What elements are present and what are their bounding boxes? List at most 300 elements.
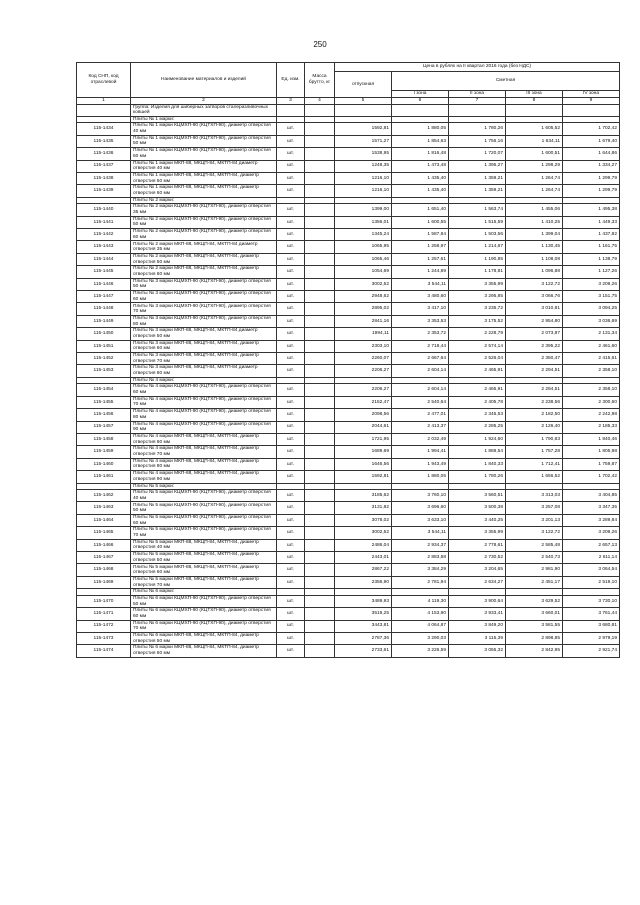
mass-cell xyxy=(305,564,335,576)
unit-cell: шт. xyxy=(277,278,305,290)
unit-cell: шт. xyxy=(277,185,305,197)
price-otpusk-cell: 3519,25 xyxy=(335,608,392,620)
code-cell: 115-1446 xyxy=(77,278,131,290)
price-zone-2-cell: 3 500,38 xyxy=(449,502,506,514)
mass-cell xyxy=(305,229,335,241)
price-zone-3-cell: 1 298,29 xyxy=(506,160,563,172)
unit-cell: шт. xyxy=(277,353,305,365)
price-zone-1-cell: 1 880,05 xyxy=(392,471,449,483)
price-zone-2-cell: 3 933,41 xyxy=(449,608,506,620)
unit-cell: шт. xyxy=(277,396,305,408)
mass-cell xyxy=(305,303,335,315)
table-row xyxy=(77,148,620,160)
price-zone-4-cell: 3 730,10 xyxy=(563,595,620,607)
price-zone-3-cell: 3 010,81 xyxy=(506,303,563,315)
empty-cell xyxy=(392,116,449,123)
code-cell: 115-1467 xyxy=(77,552,131,564)
price-zone-2-cell: 2 574,14 xyxy=(449,340,506,352)
table-row xyxy=(77,253,620,265)
group-row xyxy=(77,589,620,596)
table-row xyxy=(77,315,620,327)
mass-cell xyxy=(305,328,335,340)
mass-cell xyxy=(305,315,335,327)
table-row xyxy=(77,353,620,365)
table-row xyxy=(77,620,620,632)
table-row xyxy=(77,490,620,502)
name-cell: Плиты № 4 марки МКП-88, МКЦП-84, МКТП-84, диаметр отверстия 90 мм xyxy=(131,471,277,483)
unit-cell: шт. xyxy=(277,303,305,315)
empty-cell xyxy=(392,483,449,490)
price-zone-4-cell: 1 138,79 xyxy=(563,253,620,265)
code-cell: 115-1468 xyxy=(77,564,131,576)
price-zone-2-cell: 1 756,16 xyxy=(449,135,506,147)
name-cell: Плиты № 4 марки КЦМХП-90 (КЦТХП-90), диаметр отверстия 60 мм xyxy=(131,384,277,396)
price-zone-3-cell: 2 451,17 xyxy=(506,576,563,588)
price-otpusk-cell: 1248,35 xyxy=(335,160,392,172)
price-zone-4-cell: 1 702,42 xyxy=(563,471,620,483)
group-row xyxy=(77,116,620,123)
mass-cell xyxy=(305,433,335,445)
price-otpusk-cell: 3185,62 xyxy=(335,490,392,502)
empty-cell xyxy=(563,483,620,490)
price-otpusk-cell: 1065,95 xyxy=(335,241,392,253)
table-row xyxy=(77,539,620,551)
empty-cell xyxy=(305,116,335,123)
price-otpusk-cell: 1216,10 xyxy=(335,172,392,184)
unit-cell: шт. xyxy=(277,340,305,352)
price-zone-2-cell: 1 888,54 xyxy=(449,446,506,458)
col-number: 8 xyxy=(506,98,563,105)
price-zone-3-cell: 1 096,88 xyxy=(506,266,563,278)
unit-cell: шт. xyxy=(277,328,305,340)
code-cell xyxy=(77,116,131,123)
unit-cell: шт. xyxy=(277,204,305,216)
table-row xyxy=(77,266,620,278)
mass-cell xyxy=(305,595,335,607)
mass-cell xyxy=(305,340,335,352)
name-cell: Плиты № 3 марки КЦМХП-90 (КЦТХП-90), диаметр отверстия 50 мм xyxy=(131,278,277,290)
unit-cell: шт. xyxy=(277,135,305,147)
price-otpusk-cell: 1646,56 xyxy=(335,458,392,470)
price-otpusk-cell: 3078,02 xyxy=(335,514,392,526)
code-cell: 115-1473 xyxy=(77,632,131,644)
code-cell: 115-1464 xyxy=(77,514,131,526)
header-zone-3: III зона xyxy=(506,91,563,98)
price-zone-4-cell: 3 151,75 xyxy=(563,291,620,303)
name-cell: Плиты № 2 марки КЦМХП-90 (КЦТХП-90), диаметр отверстия 60 мм xyxy=(131,229,277,241)
col-number: 6 xyxy=(392,98,449,105)
header-smetnaya: Сметная xyxy=(392,72,620,91)
unit-cell: шт. xyxy=(277,291,305,303)
price-zone-3-cell: 1 108,08 xyxy=(506,253,563,265)
name-cell: Плиты № 5 марки КЦМХП-90 (КЦТХП-90), диаметр отверстия 40 мм xyxy=(131,490,277,502)
table-row xyxy=(77,608,620,620)
price-zone-4-cell: 2 921,74 xyxy=(563,645,620,657)
price-zone-1-cell: 2 781,94 xyxy=(392,576,449,588)
price-zone-4-cell: 3 761,44 xyxy=(563,608,620,620)
name-cell: Плиты № 4 марки МКП-88, МКЦП-84, МКТП-84, диаметр отверстия 60 мм xyxy=(131,433,277,445)
price-zone-3-cell: 2 954,80 xyxy=(506,315,563,327)
name-cell: Плиты № 1 марки МКП-88, МКЦП-84, МКТП-84, диаметр отверстия 50 мм xyxy=(131,172,277,184)
price-otpusk-cell: 1592,81 xyxy=(335,471,392,483)
price-zone-3-cell: 2 238,56 xyxy=(506,396,563,408)
empty-cell xyxy=(563,197,620,204)
price-zone-4-cell: 1 161,75 xyxy=(563,241,620,253)
price-zone-4-cell: 1 299,79 xyxy=(563,172,620,184)
price-zone-4-cell: 2 131,34 xyxy=(563,328,620,340)
name-cell: Плиты № 2 марки МКП-88, МКЦП-84, МКТП-84 диаметр отверстия 35 мм xyxy=(131,241,277,253)
code-cell: 115-1465 xyxy=(77,527,131,539)
mass-cell xyxy=(305,552,335,564)
mass-cell xyxy=(305,446,335,458)
col-number: 7 xyxy=(449,98,506,105)
empty-cell xyxy=(305,483,335,490)
price-zone-1-cell: 3 226,59 xyxy=(392,645,449,657)
empty-cell xyxy=(335,483,392,490)
name-cell: Плиты № 6 марки КЦМХП-90 (КЦТХП-90), диаметр отверстия 50 мм xyxy=(131,595,277,607)
price-zone-3-cell: 3 201,13 xyxy=(506,514,563,526)
empty-cell xyxy=(449,116,506,123)
code-cell: 115-1456 xyxy=(77,409,131,421)
group-row xyxy=(77,197,620,204)
mass-cell xyxy=(305,185,335,197)
price-zone-3-cell: 1 656,52 xyxy=(506,471,563,483)
price-zone-4-cell: 1 299,79 xyxy=(563,185,620,197)
empty-cell xyxy=(335,197,392,204)
price-zone-1-cell: 1 244,89 xyxy=(392,266,449,278)
code-cell: 115-1453 xyxy=(77,365,131,377)
price-zone-4-cell: 3 347,35 xyxy=(563,502,620,514)
table-row xyxy=(77,514,620,526)
header-code: Код СНП, код отраслевой xyxy=(77,63,131,98)
price-zone-1-cell: 3 544,11 xyxy=(392,278,449,290)
price-otpusk-cell: 1571,27 xyxy=(335,135,392,147)
unit-cell: шт. xyxy=(277,123,305,135)
name-cell: Плиты № 4 марки МКП-88, МКЦП-84, МКТП-84, диаметр отверстия 80 мм xyxy=(131,458,277,470)
price-otpusk-cell: 1065,46 xyxy=(335,253,392,265)
table-row xyxy=(77,123,620,135)
price-zone-3-cell: 2 126,40 xyxy=(506,421,563,433)
code-cell: 115-1449 xyxy=(77,315,131,327)
name-cell: Плиты № 4 марки МКП-88, МКЦП-84, МКТП-84, диаметр отверстия 70 мм xyxy=(131,446,277,458)
price-zone-3-cell: 2 585,48 xyxy=(506,539,563,551)
price-zone-1-cell: 2 477,01 xyxy=(392,409,449,421)
price-zone-4-cell: 1 334,27 xyxy=(563,160,620,172)
header-unit: Ед. изм. xyxy=(277,63,305,98)
name-cell: Плиты № 4 марки КЦМХП-90 (КЦТХП-90), диаметр отверстия 80 мм xyxy=(131,409,277,421)
price-zone-4-cell: 1 840,46 xyxy=(563,433,620,445)
name-cell: Плиты № 2 марки МКП-88, МКЦП-84, МКТП-84, диаметр отверстия 60 мм xyxy=(131,266,277,278)
unit-cell: шт. xyxy=(277,576,305,588)
name-cell: Плиты № 2 марки МКП-88, МКЦП-84, МКТП-84, диаметр отверстия 50 мм xyxy=(131,253,277,265)
price-zone-2-cell: 1 395,27 xyxy=(449,160,506,172)
column-numbers-row xyxy=(77,98,620,105)
price-zone-3-cell: 2 294,51 xyxy=(506,384,563,396)
unit-cell: шт. xyxy=(277,421,305,433)
table-row xyxy=(77,595,620,607)
price-zone-3-cell: 2 073,87 xyxy=(506,328,563,340)
name-cell: Плиты № 1 марки КЦМХП-90 (КЦТХП-90), диаметр отверстия 60 мм xyxy=(131,148,277,160)
code-cell: 115-1457 xyxy=(77,421,131,433)
mass-cell xyxy=(305,353,335,365)
name-cell: Плиты № 5 марки МКП-88, МКЦП-84, МКТП-84, диаметр отверстия 60 мм xyxy=(131,564,277,576)
empty-cell xyxy=(449,377,506,384)
price-zone-1-cell: 4 119,30 xyxy=(392,595,449,607)
price-zone-3-cell: 3 122,72 xyxy=(506,278,563,290)
header-zone-4: IV зона xyxy=(563,91,620,98)
empty-cell xyxy=(277,377,305,384)
price-zone-1-cell: 1 816,48 xyxy=(392,148,449,160)
table-row xyxy=(77,645,620,657)
price-zone-4-cell: 1 437,82 xyxy=(563,229,620,241)
price-zone-2-cell: 1 924,60 xyxy=(449,433,506,445)
col-number: 5 xyxy=(335,98,392,105)
price-otpusk-cell: 2152,47 xyxy=(335,396,392,408)
table-row xyxy=(77,527,620,539)
unit-cell: шт. xyxy=(277,148,305,160)
price-zone-1-cell: 4 153,90 xyxy=(392,608,449,620)
unit-cell: шт. xyxy=(277,552,305,564)
col-number: 9 xyxy=(563,98,620,105)
price-zone-3-cell: 1 264,74 xyxy=(506,172,563,184)
price-zone-4-cell: 2 358,10 xyxy=(563,365,620,377)
price-zone-2-cell: 3 204,65 xyxy=(449,564,506,576)
price-zone-4-cell: 2 461,60 xyxy=(563,340,620,352)
header-zone-2: II зона xyxy=(449,91,506,98)
price-zone-3-cell: 3 122,72 xyxy=(506,527,563,539)
code-cell: 115-1462 xyxy=(77,490,131,502)
code-cell xyxy=(77,197,131,204)
price-otpusk-cell: 2948,62 xyxy=(335,291,392,303)
table-row xyxy=(77,241,620,253)
table-row xyxy=(77,502,620,514)
name-cell: Плиты № 4 марки КЦМХП-90 (КЦТХП-90), диаметр отверстия 70 мм xyxy=(131,396,277,408)
price-zone-1-cell: 2 883,58 xyxy=(392,552,449,564)
price-otpusk-cell: 1689,69 xyxy=(335,446,392,458)
mass-cell xyxy=(305,172,335,184)
code-cell: 115-1459 xyxy=(77,446,131,458)
mass-cell xyxy=(305,148,335,160)
code-cell xyxy=(77,483,131,490)
price-zone-2-cell: 2 465,91 xyxy=(449,384,506,396)
table-body xyxy=(77,104,620,657)
name-cell: Плиты № 3 марки МКП-88, МКЦП-84, МКТП-84 диаметр отверстия 80 мм xyxy=(131,365,277,377)
col-number: 3 xyxy=(277,98,305,105)
table-row xyxy=(77,278,620,290)
code-cell: 115-1435 xyxy=(77,135,131,147)
empty-cell xyxy=(563,104,620,116)
table-row xyxy=(77,328,620,340)
unit-cell: шт. xyxy=(277,160,305,172)
price-zone-1-cell: 1 587,84 xyxy=(392,229,449,241)
unit-cell: шт. xyxy=(277,632,305,644)
table-row xyxy=(77,229,620,241)
table-row xyxy=(77,303,620,315)
name-cell: Плиты № 6 марки КЦМХП-90 (КЦТХП-90), диаметр отверстия 60 мм xyxy=(131,608,277,620)
price-table-container xyxy=(76,62,619,658)
price-zone-3-cell: 3 660,01 xyxy=(506,608,563,620)
price-zone-4-cell: 1 644,86 xyxy=(563,148,620,160)
code-cell: 115-1439 xyxy=(77,185,131,197)
header-mass: Масса брутто, кг xyxy=(305,63,335,98)
col-number: 1 xyxy=(77,98,131,105)
price-zone-1-cell: 3 544,11 xyxy=(392,527,449,539)
price-zone-2-cell: 2 634,27 xyxy=(449,576,506,588)
code-cell: 115-1450 xyxy=(77,328,131,340)
price-zone-4-cell: 1 759,87 xyxy=(563,458,620,470)
price-zone-2-cell: 1 190,85 xyxy=(449,253,506,265)
price-zone-3-cell: 2 395,22 xyxy=(506,340,563,352)
price-otpusk-cell: 2098,56 xyxy=(335,409,392,421)
code-cell: 115-1470 xyxy=(77,595,131,607)
price-zone-4-cell: 2 519,10 xyxy=(563,576,620,588)
price-zone-4-cell: 2 358,10 xyxy=(563,384,620,396)
code-cell: 115-1454 xyxy=(77,384,131,396)
unit-cell: шт. xyxy=(277,490,305,502)
unit-cell: шт. xyxy=(277,384,305,396)
empty-cell xyxy=(506,116,563,123)
code-cell: 115-1471 xyxy=(77,608,131,620)
price-zone-2-cell: 2 465,91 xyxy=(449,365,506,377)
unit-cell: шт. xyxy=(277,645,305,657)
unit-cell: шт. xyxy=(277,595,305,607)
mass-cell xyxy=(305,123,335,135)
code-cell: 115-1447 xyxy=(77,291,131,303)
unit-cell: шт. xyxy=(277,409,305,421)
empty-cell xyxy=(392,104,449,116)
price-zone-3-cell: 1 634,11 xyxy=(506,135,563,147)
mass-cell xyxy=(305,632,335,644)
mass-cell xyxy=(305,266,335,278)
table-row xyxy=(77,632,620,644)
empty-cell xyxy=(335,377,392,384)
code-cell: 115-1461 xyxy=(77,471,131,483)
price-zone-1-cell: 3 417,10 xyxy=(392,303,449,315)
empty-cell xyxy=(506,589,563,596)
code-cell: 115-1463 xyxy=(77,502,131,514)
empty-cell xyxy=(277,483,305,490)
price-zone-3-cell: 3 066,76 xyxy=(506,291,563,303)
price-zone-2-cell: 3 175,52 xyxy=(449,315,506,327)
price-otpusk-cell: 1592,81 xyxy=(335,123,392,135)
name-cell: Плиты № 1 марки КЦМХП-90 (КЦТХП-90), диаметр отверстия 40 мм xyxy=(131,123,277,135)
mass-cell xyxy=(305,421,335,433)
price-zone-2-cell: 3 560,51 xyxy=(449,490,506,502)
price-zone-4-cell: 1 702,42 xyxy=(563,123,620,135)
price-zone-3-cell: 1 264,74 xyxy=(506,185,563,197)
price-zone-2-cell: 2 730,52 xyxy=(449,552,506,564)
code-cell: 115-1442 xyxy=(77,229,131,241)
unit-cell: шт. xyxy=(277,620,305,632)
price-zone-1-cell: 1 257,61 xyxy=(392,253,449,265)
group-row xyxy=(77,104,620,116)
empty-cell xyxy=(305,197,335,204)
price-zone-2-cell: 1 840,33 xyxy=(449,458,506,470)
mass-cell xyxy=(305,253,335,265)
empty-cell xyxy=(305,104,335,116)
empty-cell xyxy=(449,589,506,596)
price-zone-2-cell: 3 295,85 xyxy=(449,291,506,303)
name-cell: Плиты № 5 марки КЦМХП-90 (КЦТХП-90), диаметр отверстия 60 мм xyxy=(131,514,277,526)
name-cell: Плиты № 3 марки МКП-88, МКЦП-84, МКТП-84 диаметр отверстия 50 мм xyxy=(131,328,277,340)
name-cell: Плиты № 5 марки КЦМХП-90 (КЦТХП-90), диаметр отверстия 70 мм xyxy=(131,527,277,539)
name-cell: Плиты № 3 марки МКП-88, МКЦП-84, МКТП-84, диаметр отверстия 70 мм xyxy=(131,353,277,365)
empty-cell xyxy=(392,589,449,596)
price-zone-4-cell: 3 064,54 xyxy=(563,564,620,576)
mass-cell xyxy=(305,278,335,290)
price-zone-4-cell: 3 209,26 xyxy=(563,278,620,290)
table-row xyxy=(77,160,620,172)
name-cell: Плиты № 1 марки МКП-88, МКЦП-84, МКТП-84 диаметр отверстия 40 мм xyxy=(131,160,277,172)
mass-cell xyxy=(305,365,335,377)
table-row xyxy=(77,471,620,483)
price-zone-2-cell: 1 503,56 xyxy=(449,229,506,241)
price-zone-1-cell: 3 384,29 xyxy=(392,564,449,576)
empty-cell xyxy=(449,483,506,490)
price-zone-2-cell: 1 720,07 xyxy=(449,148,506,160)
name-cell: Плиты № 3 марки МКП-88, МКЦП-84, МКТП-84, диаметр отверстия 60 мм xyxy=(131,340,277,352)
price-zone-2-cell: 1 214,67 xyxy=(449,241,506,253)
empty-cell xyxy=(563,589,620,596)
unit-cell: шт. xyxy=(277,433,305,445)
empty-cell xyxy=(449,197,506,204)
empty-cell xyxy=(506,483,563,490)
name-cell: Плиты № 5 марки МКП-88, МКЦП-84, МКТП-84, диаметр отверстия 40 мм xyxy=(131,539,277,551)
price-zone-2-cell: 2 405,78 xyxy=(449,396,506,408)
code-cell: 115-1448 xyxy=(77,303,131,315)
mass-cell xyxy=(305,409,335,421)
table-row xyxy=(77,446,620,458)
table-row xyxy=(77,433,620,445)
price-zone-2-cell: 1 178,81 xyxy=(449,266,506,278)
price-zone-1-cell: 3 760,10 xyxy=(392,490,449,502)
empty-cell xyxy=(449,104,506,116)
price-zone-3-cell: 1 399,04 xyxy=(506,229,563,241)
group-title: Плиты № 1 марки: xyxy=(131,116,277,123)
empty-cell xyxy=(277,589,305,596)
mass-cell xyxy=(305,608,335,620)
price-zone-4-cell: 3 289,84 xyxy=(563,514,620,526)
price-zone-1-cell: 1 600,55 xyxy=(392,216,449,228)
price-zone-2-cell: 3 355,99 xyxy=(449,527,506,539)
group-title: Плиты № 2 марки: xyxy=(131,197,277,204)
name-cell: Плиты № 3 марки КЦМХП-90 (КЦТХП-90), диаметр отверстия 70 мм xyxy=(131,303,277,315)
name-cell: Плиты № 6 марки КЦМХП-90 (КЦТХП-90), диаметр отверстия 70 мм xyxy=(131,620,277,632)
price-zone-4-cell: 1 127,26 xyxy=(563,266,620,278)
table-row xyxy=(77,564,620,576)
price-zone-2-cell: 2 345,53 xyxy=(449,409,506,421)
price-zone-1-cell: 1 258,97 xyxy=(392,241,449,253)
price-zone-1-cell: 1 435,40 xyxy=(392,172,449,184)
price-otpusk-cell: 2260,07 xyxy=(335,353,392,365)
code-cell: 115-1460 xyxy=(77,458,131,470)
price-zone-1-cell: 2 667,64 xyxy=(392,353,449,365)
price-zone-1-cell: 2 604,14 xyxy=(392,384,449,396)
price-zone-3-cell: 3 257,08 xyxy=(506,502,563,514)
code-cell: 115-1434 xyxy=(77,123,131,135)
empty-cell xyxy=(277,197,305,204)
price-otpusk-cell: 1054,69 xyxy=(335,266,392,278)
price-zone-1-cell: 3 353,53 xyxy=(392,315,449,327)
mass-cell xyxy=(305,645,335,657)
price-zone-1-cell: 2 413,37 xyxy=(392,421,449,433)
col-number: 4 xyxy=(305,98,335,105)
unit-cell: шт. xyxy=(277,229,305,241)
table-header xyxy=(77,63,620,105)
code-cell: 115-1445 xyxy=(77,266,131,278)
group-title: Плиты № 5 марки: xyxy=(131,483,277,490)
unit-cell: шт. xyxy=(277,241,305,253)
